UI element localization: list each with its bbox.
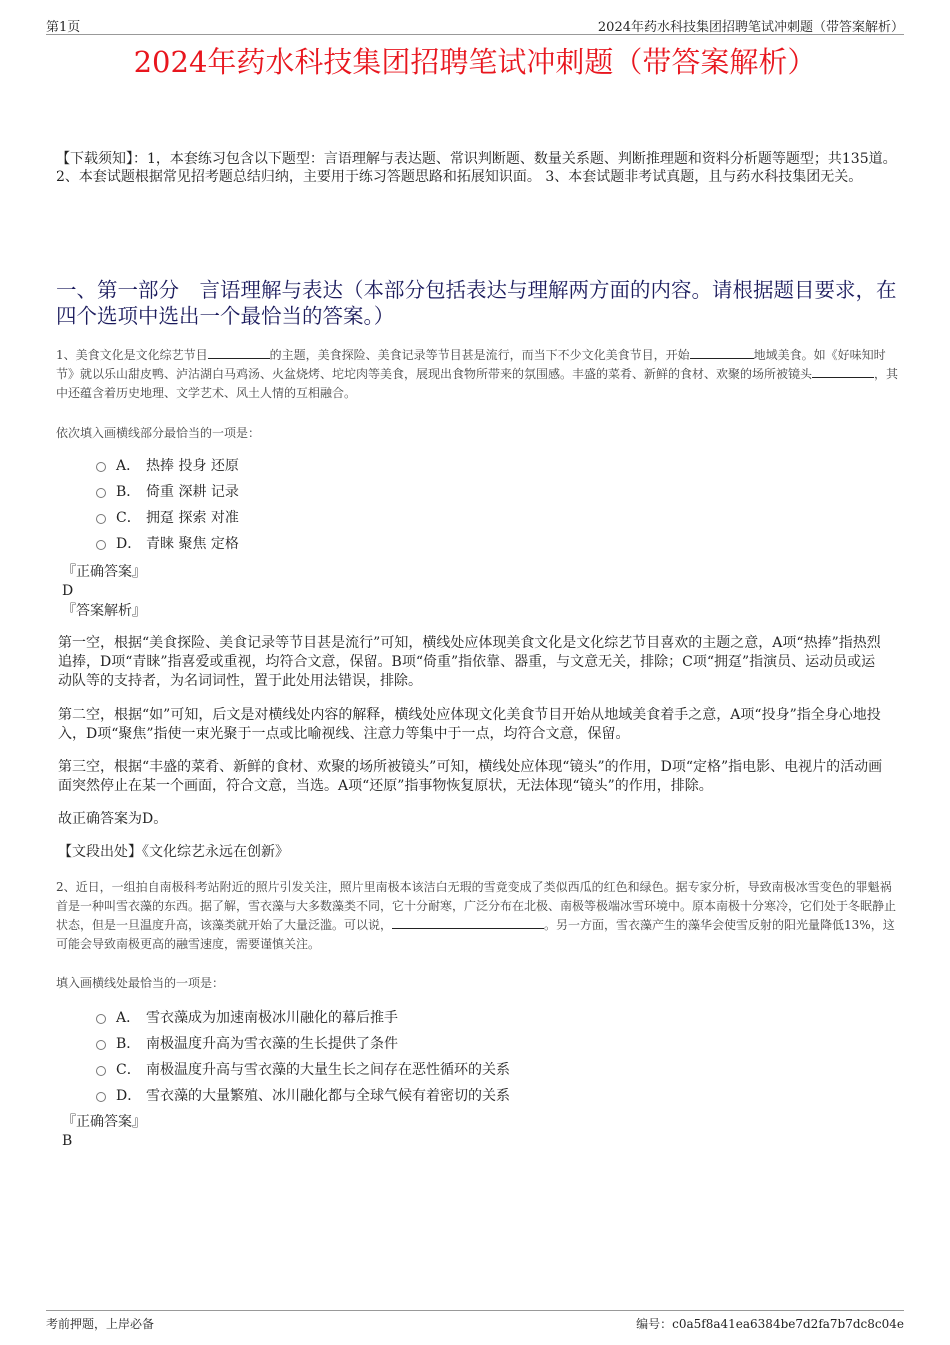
q1-answer-label: 『正确答案』 [62,564,146,580]
q1-source: 【文段出处】《文化综艺永远在创新》 [58,844,289,860]
question-1-text [56,346,900,403]
q1-analysis-para-3: 第三空，根据“丰盛的菜肴、新鲜的食材、欢聚的场所被镜头”可知，横线处应体现“镜头”的作用，D项“定格”指电影、电视片的活动画面突然停止在某一个画面，符合文意，当选。A项“还原”指事物恢复原状，无法体现“镜头”的作用，排除。 [58,759,883,794]
radio-icon[interactable] [96,540,106,550]
radio-icon[interactable] [96,488,106,498]
q1-analysis-label: 『答案解析』 [62,603,146,619]
q1-option-d[interactable]: D． 青睐 聚焦 定格 [96,530,239,556]
download-notice: 【下载须知】：1，本套练习包含以下题型：言语理解与表达题、常识判断题、数量关系题、判断推理题和资料分析题等题型；共135道。 2、本套试题根据常见招考题总结归纳，主要用于练习答题思路和拓展知识面。 3、本套试题非考试真题，且与药水科技集团无关。 [56,151,897,185]
footer-slogan: 考前押题，上岸必备 [46,1317,155,1331]
q2-blank [392,916,544,929]
q1-analysis-conclusion: 故正确答案为D。 [58,811,168,827]
question-2-text [56,878,900,954]
question-1-prompt: 依次填入画横线部分最恰当的一项是： [56,426,261,440]
q2-text-part-b: 。另一方面，雪衣藻产生的藻华会使雪反射的阳光量降低13%，这可能会导致南极更高的融雪速度，需要谨慎关注。 [56,918,895,951]
footer-divider [46,1310,904,1311]
q1-option-b[interactable]: B． 倚重 深耕 记录 [96,478,239,504]
radio-icon[interactable] [96,514,106,524]
page-title: 2024年药水科技集团招聘笔试冲刺题（带答案解析） [133,45,817,79]
q1-text-part-c: 地域美食。如《好味知时节》就以乐山甜皮鸭、泸沽湖白马鸡汤、火盆烧烤、坨坨肉等美食，展现出食物所带来的氛围感。丰盛的菜肴、新鲜的食材、欢聚的场所被镜头 [56,348,886,381]
radio-icon[interactable] [96,462,106,472]
q1-analysis-para-1: 第一空，根据“美食探险、美食记录等节目甚是流行”可知，横线处应体现美食文化是文化综艺节目喜欢的主题之意，A项“热捧”指热烈追捧，D项“青睐”指喜爱或重视，均符合文意，保留。B项“倚重”指依靠、器重，与文意无关，排除；C项“拥趸”指演员、运动员或运动队等的支持者，为名词词性，置于此处用法错误，排除。 [58,635,881,689]
footer-doc-id: 编号：c0a5f8a41ea6384be7d2fa7b7dc8c04e [636,1317,904,1331]
radio-icon[interactable] [96,1066,106,1076]
q2-option-a[interactable]: A． 雪衣藻成为加速南极冰川融化的幕后推手 [96,1004,510,1030]
q1-blank-1 [208,346,270,359]
q2-text-part-a: 2、近日，一组拍自南极科考站附近的照片引发关注，照片里南极本该洁白无瑕的雪竟变成了类似西瓜的红色和绿色。据专家分析，导致南极冰雪变色的罪魁祸首是一种叫雪衣藻的东西。据了解，雪衣藻与大多数藻类不同，它十分耐寒，广泛分布在北极、南极等极端冰雪环境中。原本南极十分寒冷，它们处于冬眠静止状态，但是一旦温度升高，该藻类就开始了大量泛滥。可以说， [56,880,897,932]
q2-option-d[interactable]: D． 雪衣藻的大量繁殖、冰川融化都与全球气候有着密切的关系 [96,1082,510,1108]
question-2-options [96,1004,510,1108]
q1-blank-2 [690,346,754,359]
q2-option-b[interactable]: B． 南极温度升高为雪衣藻的生长提供了条件 [96,1030,510,1056]
radio-icon[interactable] [96,1014,106,1024]
q1-blank-3 [812,365,874,378]
question-1-options [96,452,239,556]
q1-option-a[interactable]: A． 热捧 投身 还原 [96,452,239,478]
q2-answer-label: 『正确答案』 [62,1114,146,1130]
header-divider [46,34,904,35]
q1-text-part-a: 1、美食文化是文化综艺节目 [56,348,208,362]
q1-option-c[interactable]: C． 拥趸 探索 对准 [96,504,239,530]
radio-icon[interactable] [96,1040,106,1050]
radio-icon[interactable] [96,1092,106,1102]
q1-analysis-para-2: 第二空，根据“如”可知，后文是对横线处内容的解释，横线处应体现文化美食节目开始从地域美食着手之意，A项“投身”指全身心地投入，D项“聚焦”指使一束光聚于一点或比喻视线、注意力等集中于一点，均符合文意，保留。 [58,707,881,742]
q2-answer: B [62,1133,73,1149]
q2-option-c[interactable]: C． 南极温度升高与雪衣藻的大量生长之间存在恶性循环的关系 [96,1056,510,1082]
question-2-prompt: 填入画横线处最恰当的一项是： [56,976,225,990]
section-heading: 一、第一部分 言语理解与表达（本部分包括表达与理解两方面的内容。请根据题目要求，在四个选项中选出一个最恰当的答案。） [56,278,897,328]
q1-text-part-b: 的主题，美食探险、美食记录等节目甚是流行，而当下不少文化美食节目，开始 [269,348,690,362]
q1-answer: D [62,583,74,599]
header-doc-title: 2024年药水科技集团招聘笔试冲刺题（带答案解析） [597,20,904,35]
q1-text-part-d: ，其中还蕴含着历史地理、文学艺术、风土人情的互相融合。 [56,367,899,400]
header-page-number: 第1页 [46,20,81,35]
